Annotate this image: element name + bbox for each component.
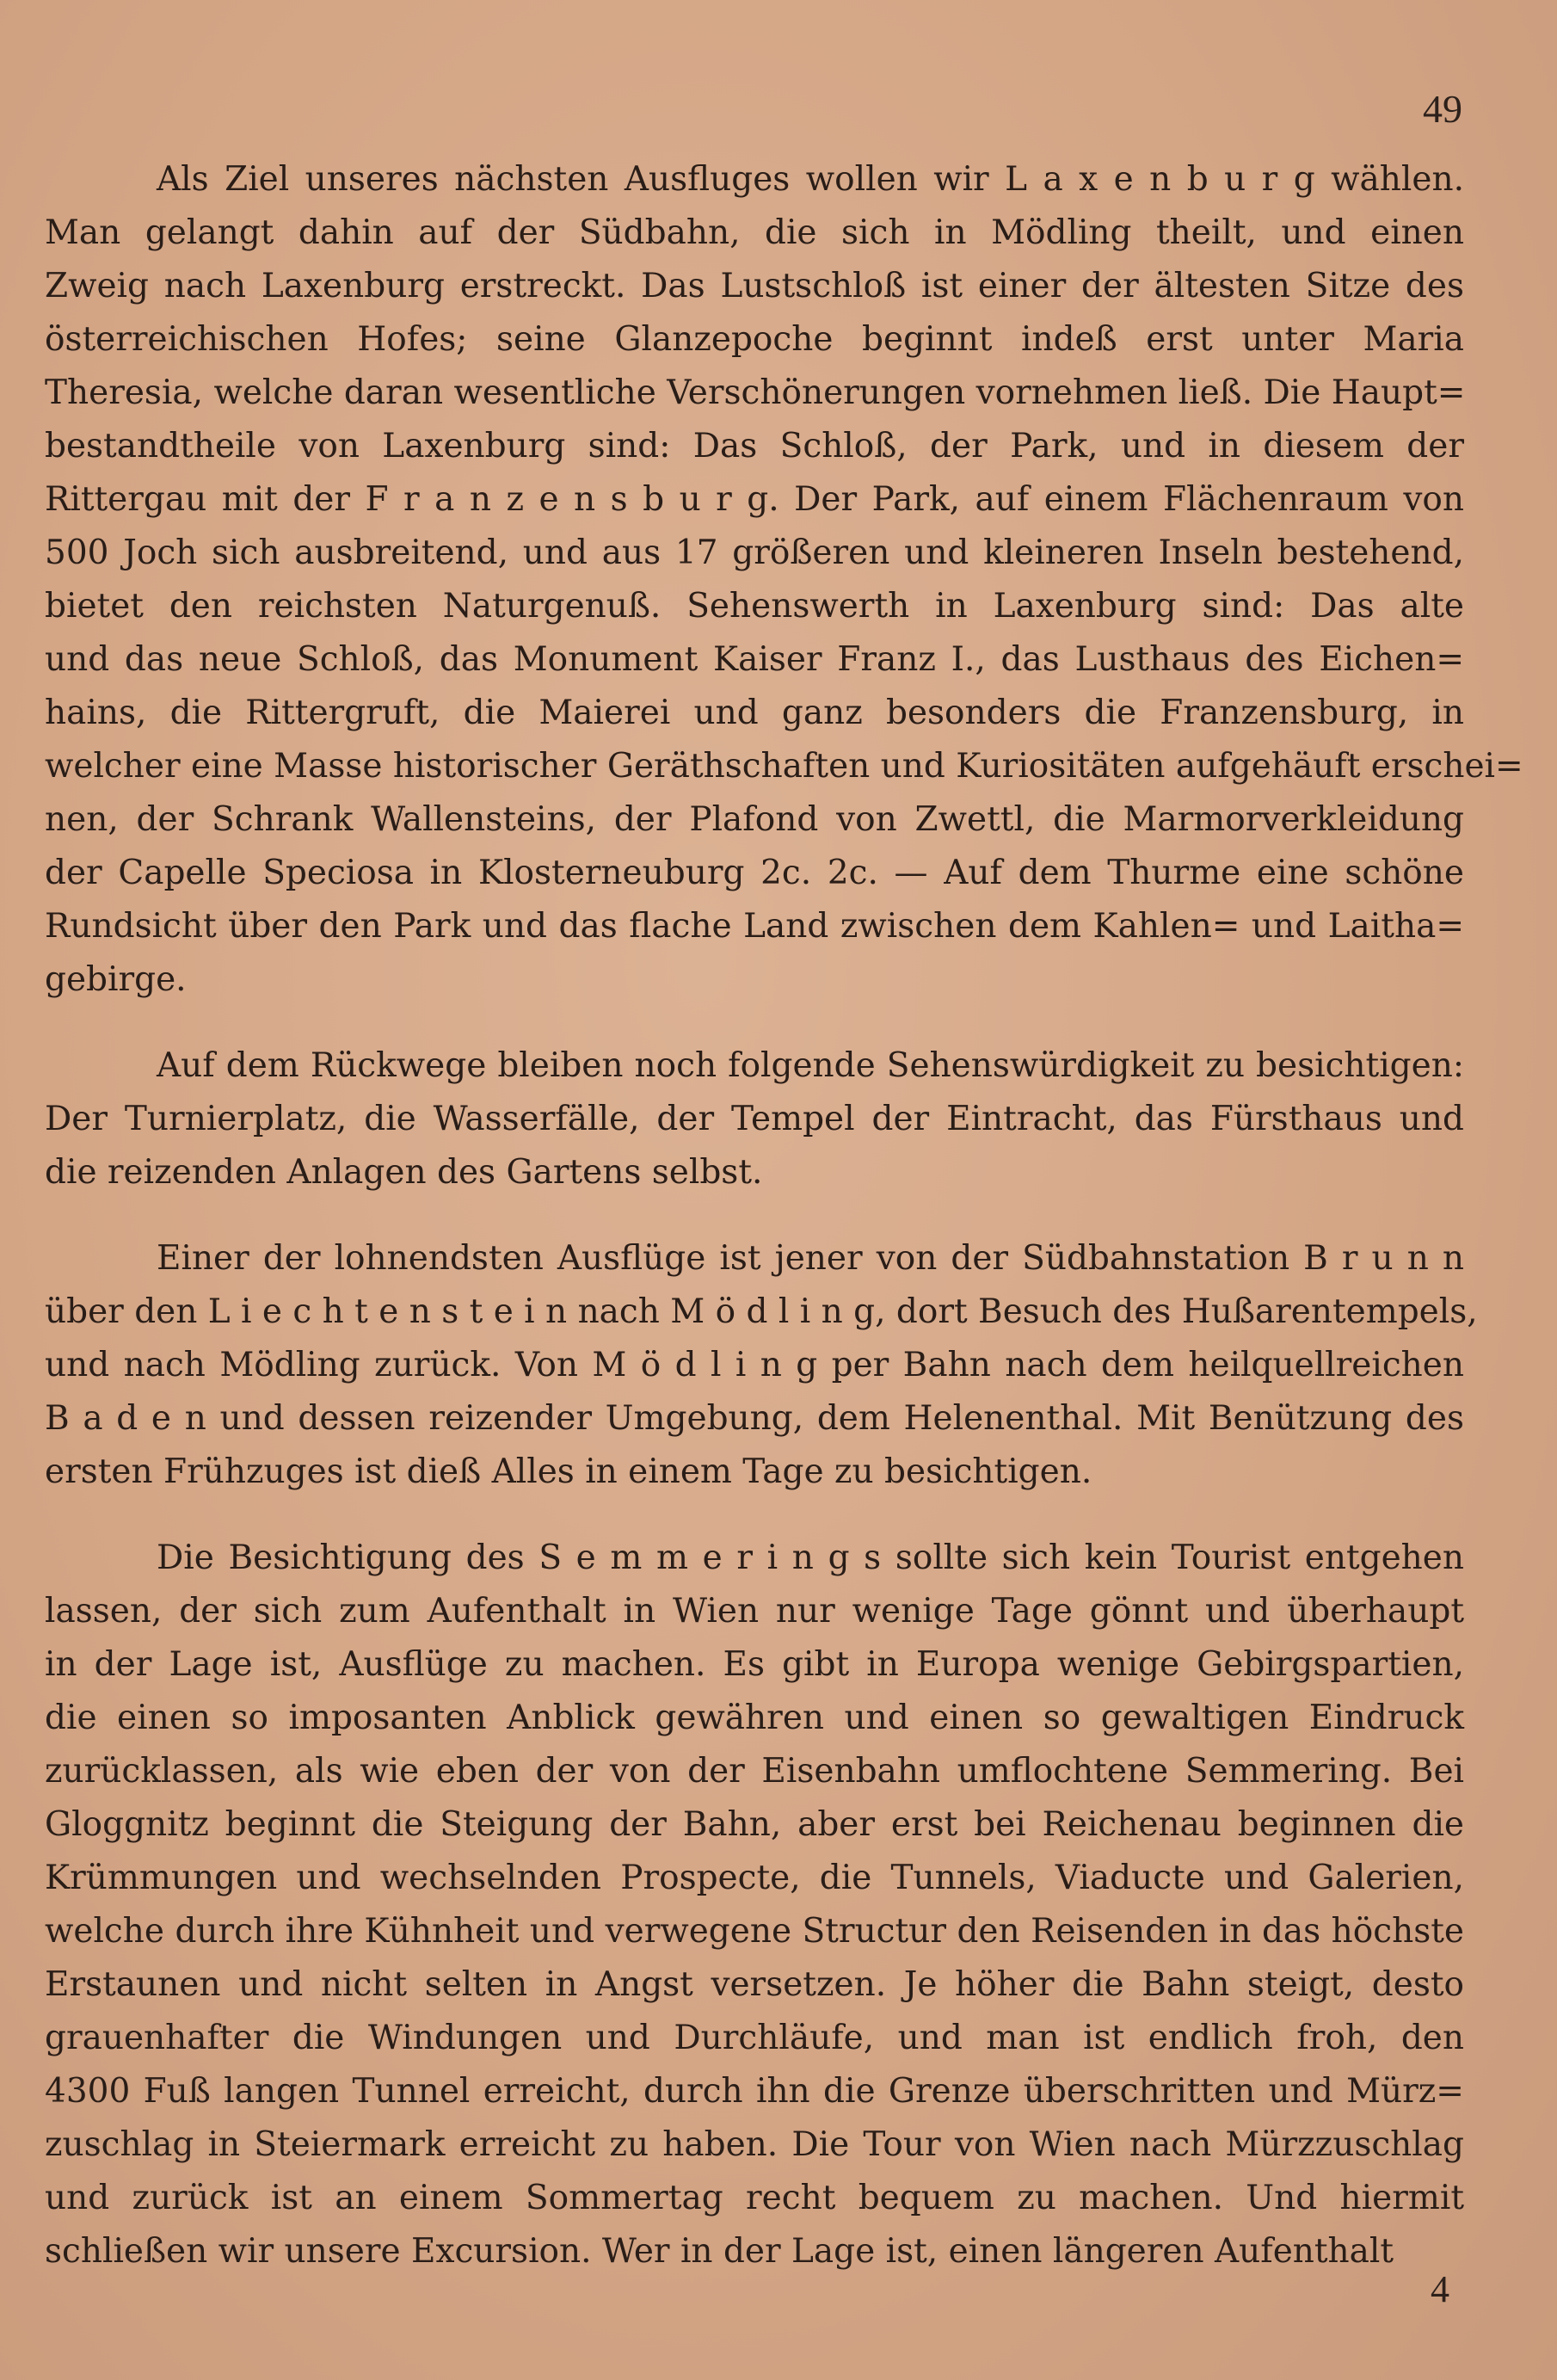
text-line: Rundsicht über den Park und das flache Land zwischen dem Kahlen= und Laitha= (45, 907, 1464, 946)
text-line: Erstaunen und nicht selten in Angst versetzen. Je höher die Bahn steigt, desto (45, 1965, 1464, 2004)
text-line: Rittergau mit der F r a n z e n s b u r g. Der Park, auf einem Flächenraum von (45, 480, 1464, 519)
text-line: der Capelle Speciosa in Klosterneuburg 2c. 2c. — Auf dem Thurme eine schöne (45, 854, 1464, 892)
text-line: österreichischen Hofes; seine Glanzepoche beginnt indeß erst unter Maria (45, 320, 1464, 359)
text-line: bestandtheile von Laxenburg sind: Das Schloß, der Park, und in diesem der (45, 427, 1464, 466)
text-line: und zurück ist an einem Sommertag recht bequem zu machen. Und hiermit (45, 2179, 1464, 2217)
body-text (45, 153, 1523, 2311)
text-line: 500 Joch sich ausbreitend, und aus 17 größeren und kleineren Inseln bestehend, (45, 533, 1464, 572)
text-line: Man gelangt dahin auf der Südbahn, die sich in Mödling theilt, und einen (45, 213, 1464, 252)
paragraph-brunn-moedling (45, 1232, 1478, 1499)
text-line: Theresia, welche daran wesentliche Verschönerungen vornehmen ließ. Die Haupt= (45, 373, 1466, 412)
paragraph-return-trip (45, 1039, 1464, 1199)
text-line: und nach Mödling zurück. Von M ö d l i n g per Bahn nach dem heilquellreichen (45, 1346, 1464, 1384)
text-line: Zweig nach Laxenburg erstreckt. Das Lustschloß ist einer der ältesten Sitze des (45, 267, 1464, 305)
paragraph-semmering (45, 1532, 1464, 2278)
paragraph-laxenburg (45, 153, 1523, 1007)
text-line: Krümmungen und wechselnden Prospecte, die Tunnels, Viaducte und Galerien, (45, 1859, 1464, 1897)
text-line: B a d e n und dessen reizender Umgebung, dem Helenenthal. Mit Benützung des (45, 1399, 1464, 1438)
signature-mark: 4 (1431, 2268, 1449, 2310)
text-line: welche durch ihre Kühnheit und verwegene Structur den Reisenden in das höchste (45, 1912, 1464, 1951)
text-line: zuschlag in Steiermark erreicht zu haben. Die Tour von Wien nach Mürzzuschlag (45, 2125, 1464, 2164)
text-line: Die Besichtigung des S e m m e r i n g s sollte sich kein Tourist entgehen (157, 1538, 1464, 1577)
text-line: Auf dem Rückwege bleiben noch folgende Sehenswürdigkeit zu besichtigen: (157, 1046, 1464, 1085)
text-line: bietet den reichsten Naturgenuß. Sehenswerth in Laxenburg sind: Das alte (45, 587, 1464, 626)
text-line: lassen, der sich zum Aufenthalt in Wien nur wenige Tage gönnt und überhaupt (45, 1592, 1464, 1631)
text-line: Gloggnitz beginnt die Steigung der Bahn, aber erst bei Reichenau beginnen die (45, 1805, 1464, 1844)
text-line: Der Turnierplatz, die Wasserfälle, der Tempel der Eintracht, das Fürsthaus und (45, 1100, 1464, 1138)
text-line: grauenhafter die Windungen und Durchläufe, und man ist endlich froh, den (45, 2019, 1464, 2057)
text-line: und das neue Schloß, das Monument Kaiser Franz I., das Lusthaus des Eichen= (45, 640, 1464, 679)
text-line: nen, der Schrank Wallensteins, der Plafond von Zwettl, die Marmorverkleidung (45, 800, 1464, 839)
text-line: die reizenden Anlagen des Gartens selbst. (45, 1153, 763, 1192)
text-line: 4300 Fuß langen Tunnel erreicht, durch ihn die Grenze überschritten und Mürz= (45, 2072, 1464, 2111)
text-line: über den L i e c h t e n s t e i n nach M ö d l i n g, dort Besuch des Hußarentempels, (45, 1292, 1478, 1331)
text-line: die einen so imposanten Anblick gewähren und einen so gewaltigen Eindruck (45, 1699, 1464, 1737)
text-line: hains, die Rittergruft, die Maierei und ganz besonders die Franzensburg, in (45, 694, 1464, 732)
text-line: schließen wir unsere Excursion. Wer in der Lage ist, einen längeren Aufenthalt (45, 2232, 1394, 2271)
page-number: 49 (1423, 87, 1462, 131)
text-line: Als Ziel unseres nächsten Ausfluges wollen wir L a x e n b u r g wählen. (157, 160, 1464, 199)
text-line: gebirge. (45, 960, 187, 999)
text-line: ersten Frühzuges ist dieß Alles in einem Tage zu besichtigen. (45, 1452, 1092, 1491)
text-line: zurücklassen, als wie eben der von der Eisenbahn umflochtene Semmering. Bei (45, 1752, 1464, 1791)
text-line: in der Lage ist, Ausflüge zu machen. Es gibt in Europa wenige Gebirgspartien, (45, 1645, 1464, 1684)
text-line: welcher eine Masse historischer Geräthschaften und Kuriositäten aufgehäuft erschei= (45, 747, 1523, 786)
text-line: Einer der lohnendsten Ausflüge ist jener von der Südbahnstation B r u n n (157, 1239, 1464, 1278)
